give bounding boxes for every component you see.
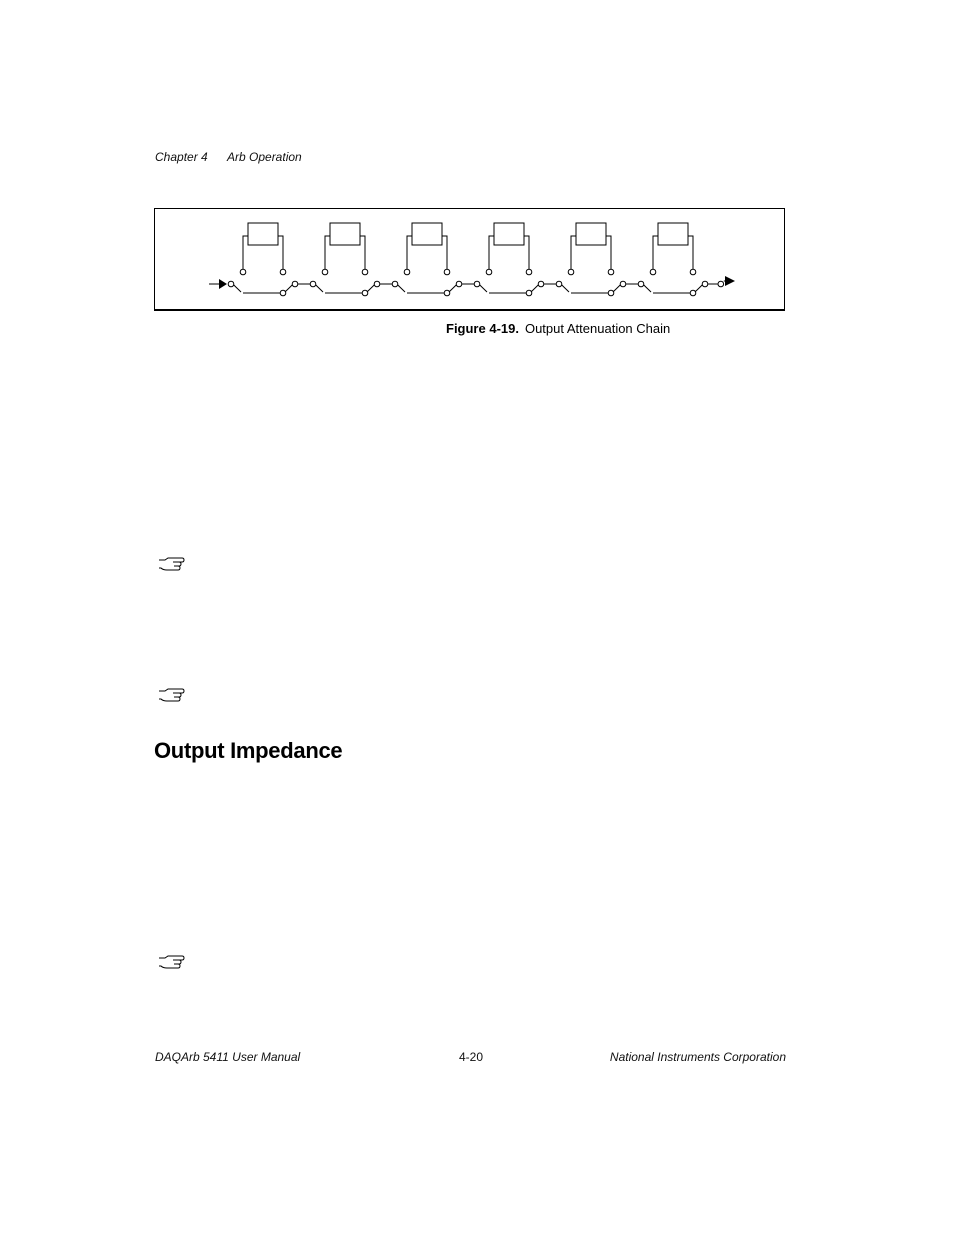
page-header [155,150,302,164]
attenuator-lead [688,236,693,269]
switch-contact [310,281,316,287]
switch-contact [292,281,298,287]
chapter-label: Chapter 4 [155,150,208,164]
attenuator-box [330,223,360,245]
switch-contact [638,281,644,287]
switch-blade [316,285,323,292]
switch-contact [556,281,562,287]
attenuator-lead [407,236,412,269]
attenuator-lead [571,236,576,269]
switch-contact [620,281,626,287]
attenuation-chain-diagram [155,209,786,312]
note-icon [157,687,187,703]
attenuator-lead [653,236,658,269]
switch-contact [568,269,574,275]
switch-contact [444,290,450,296]
attenuator-lead [360,236,365,269]
switch-blade [613,285,620,292]
switch-contact [526,290,532,296]
switch-contact [374,281,380,287]
switch-blade [695,285,702,292]
switch-blade [644,285,651,292]
note-icon [157,556,187,572]
attenuator-lead [278,236,283,269]
attenuator-box [658,223,688,245]
switch-contact [456,281,462,287]
figure-caption-text: Output Attenuation Chain [524,321,671,336]
attenuator-box [494,223,524,245]
switch-contact [702,281,708,287]
attenuator-lead [325,236,330,269]
switch-blade [449,285,456,292]
footer-manual-title: DAQArb 5411 User Manual [155,1050,301,1064]
switch-contact [280,290,286,296]
footer-page-number: 4-20 [459,1050,484,1064]
switch-blade [480,285,487,292]
switch-contact [228,281,234,287]
chapter-title: Arb Operation [227,150,302,164]
switch-contact [718,281,724,287]
switch-blade [285,285,292,292]
attenuator-lead [524,236,529,269]
switch-blade [562,285,569,292]
attenuator-lead [606,236,611,269]
switch-contact [538,281,544,287]
switch-contact [650,269,656,275]
note-icon [157,954,187,970]
attenuator-lead [442,236,447,269]
figure-caption [446,321,670,336]
switch-blade [234,285,241,292]
attenuator-box [576,223,606,245]
switch-contact [526,269,532,275]
switch-contact [690,269,696,275]
switch-contact [240,269,246,275]
switch-blade [398,285,405,292]
attenuator-lead [489,236,494,269]
switch-contact [486,269,492,275]
switch-contact [392,281,398,287]
switch-blade [531,285,538,292]
figure-number: Figure 4-19. [446,321,519,336]
attenuator-box [412,223,442,245]
switch-contact [280,269,286,275]
footer-company: National Instruments Corporation [609,1050,786,1064]
switch-contact [404,269,410,275]
attenuation-chain-figure [154,208,785,311]
switch-contact [362,290,368,296]
switch-contact [474,281,480,287]
switch-blade [367,285,374,292]
switch-contact [362,269,368,275]
switch-contact [690,290,696,296]
switch-contact [444,269,450,275]
section-title: Output Impedance [154,738,343,763]
attenuator-box [248,223,278,245]
switch-contact [608,269,614,275]
attenuator-lead [243,236,248,269]
switch-contact [608,290,614,296]
input-arrow [219,279,227,289]
output-arrow [725,276,735,286]
switch-contact [322,269,328,275]
